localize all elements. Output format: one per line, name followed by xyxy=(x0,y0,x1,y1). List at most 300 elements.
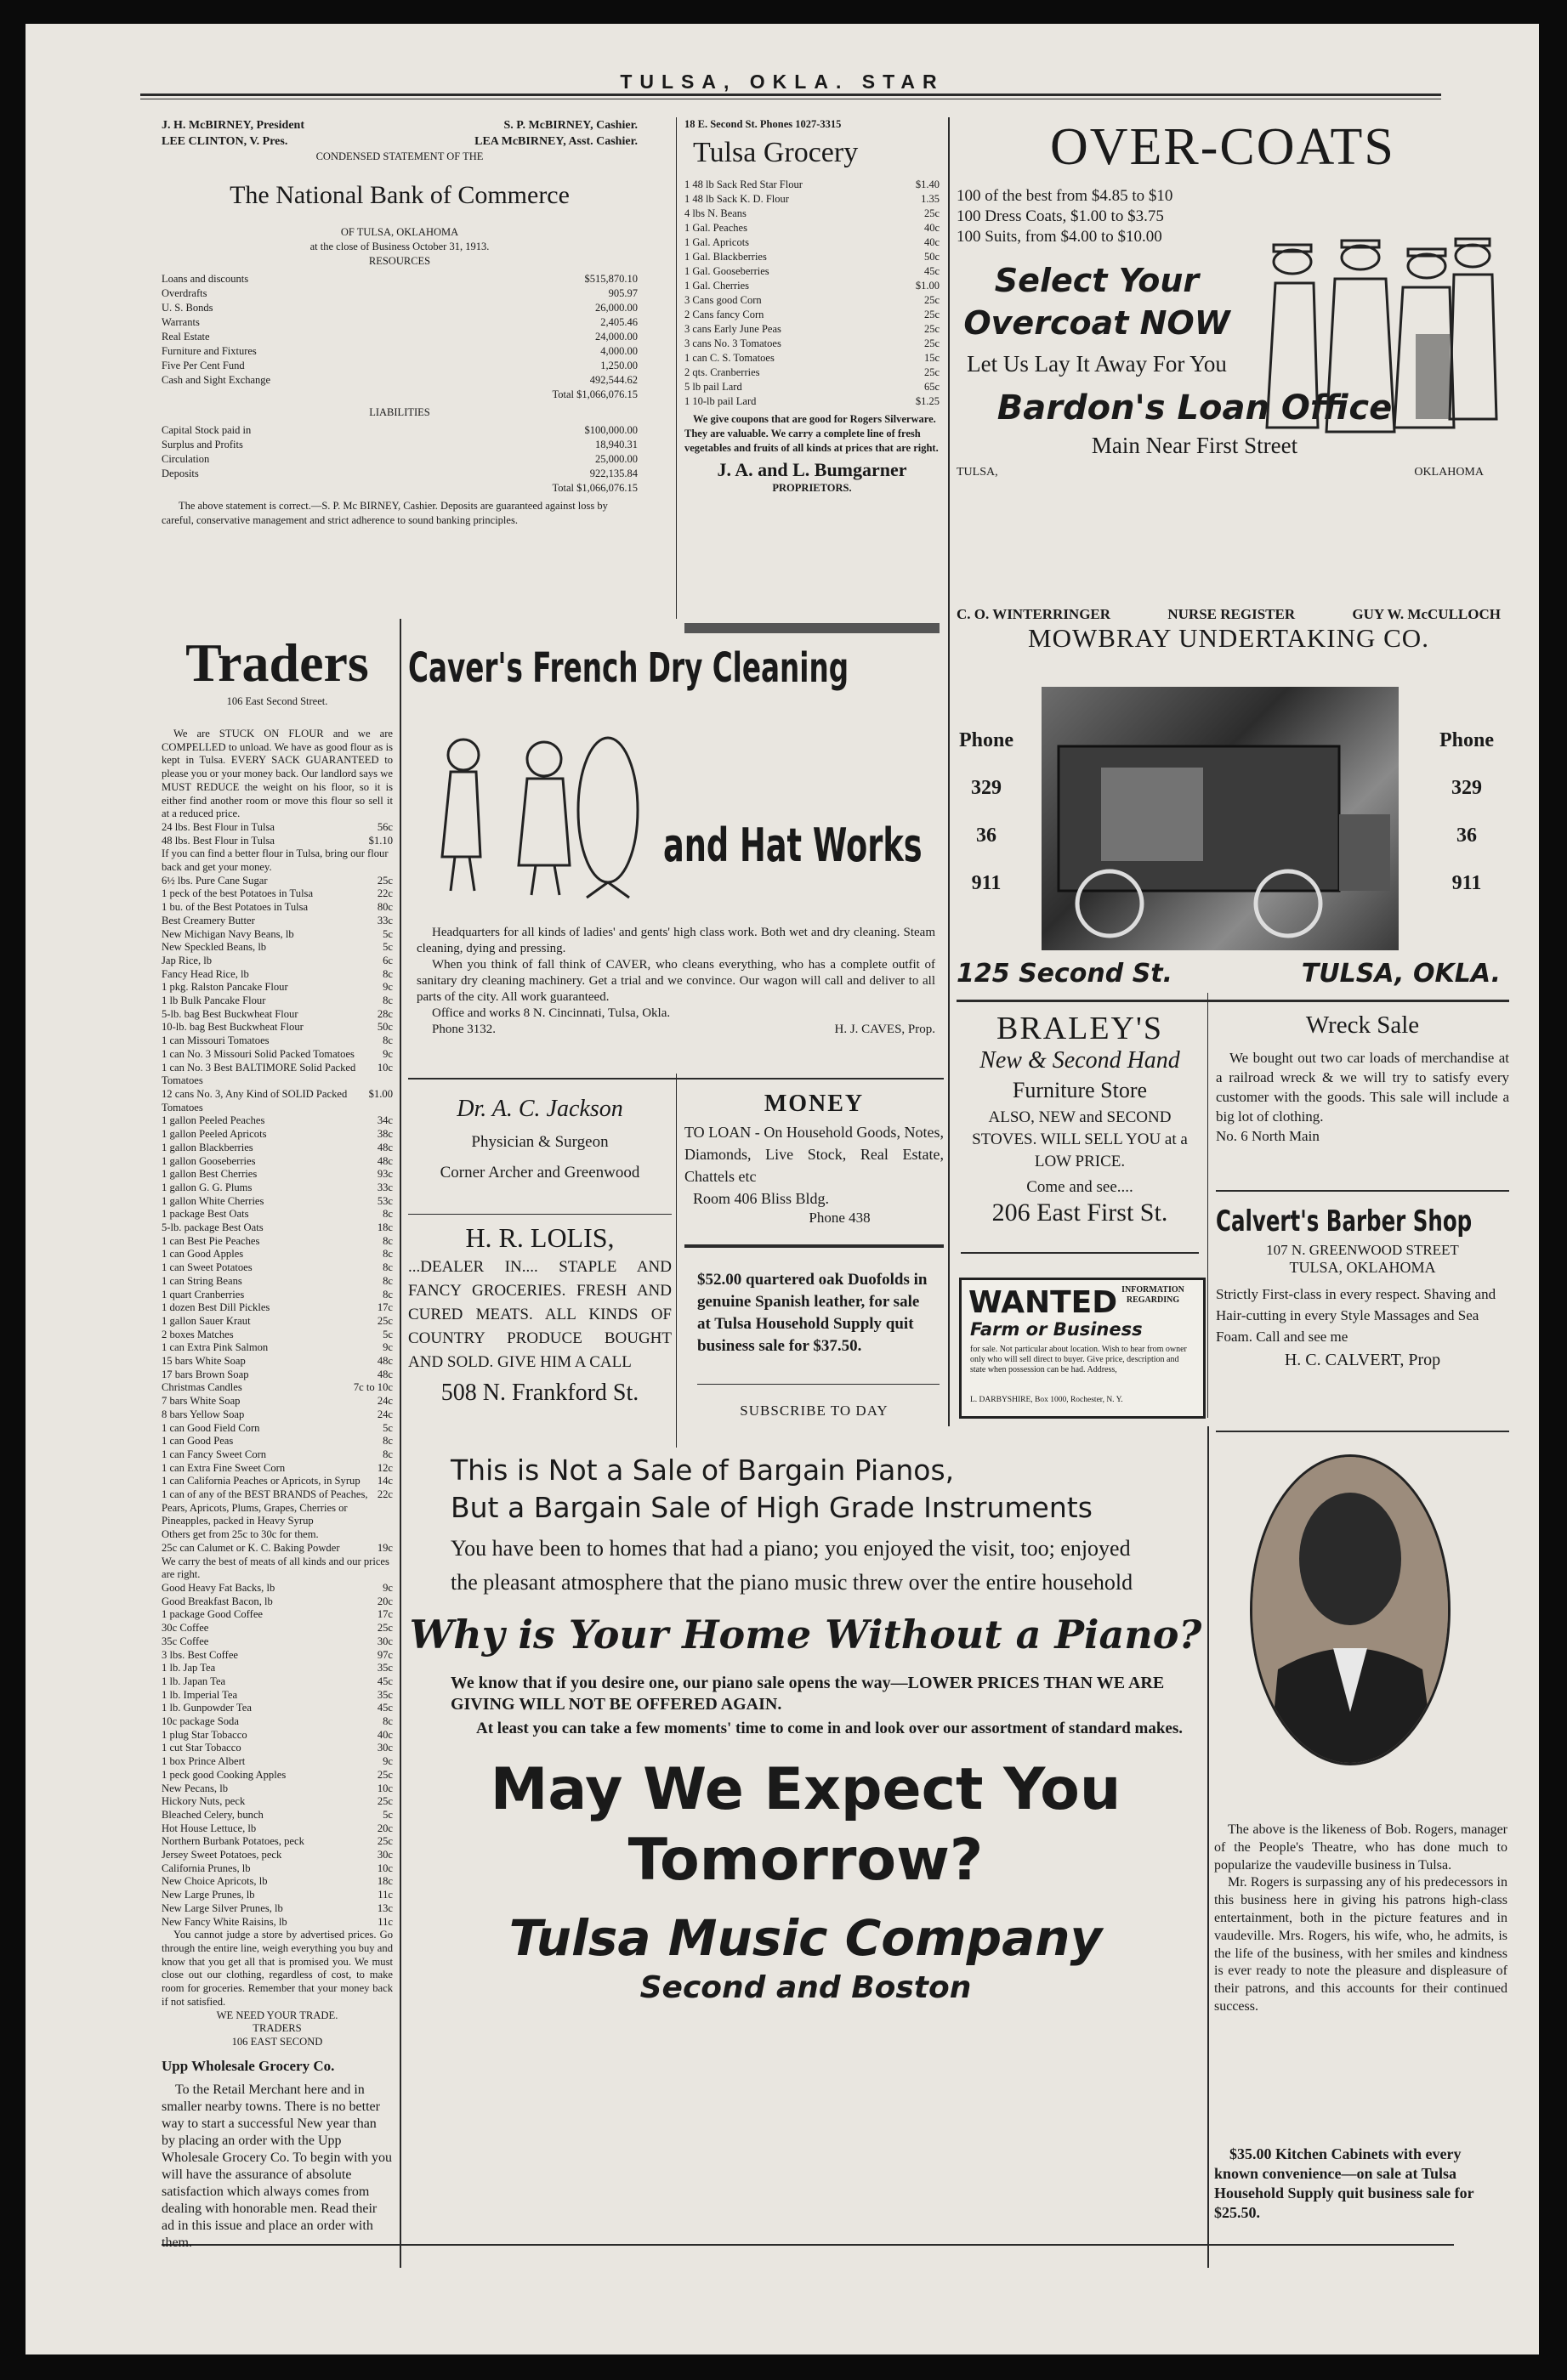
calvert-address: 107 N. GREENWOOD STREET xyxy=(1266,1242,1459,1258)
item-price: 922,135.84 xyxy=(589,468,638,479)
item-name: 1 can Missouri Tomatoes xyxy=(162,1034,270,1047)
item-name: 5 lb pail Lard xyxy=(684,381,742,393)
grocery-price-list xyxy=(684,178,940,409)
item-name: 1 can C. S. Tomatoes xyxy=(684,352,775,364)
bank-footer: The above statement is correct.—S. P. Mc BIRNEY, Cashier. Deposits are guaranteed against loss by careful, conservative management and strict adherence to sound banking principles. xyxy=(162,500,608,526)
price-row xyxy=(162,1114,393,1128)
price-row xyxy=(162,1902,393,1916)
liabilities-list xyxy=(162,423,638,481)
item-name: Cash and Sight Exchange xyxy=(162,374,271,386)
mowbray-phones-right xyxy=(1433,717,1501,907)
overcoats-city: TULSA, xyxy=(957,466,998,479)
price-row xyxy=(162,915,393,928)
oak-text: $52.00 quartered oak Duofolds in genuine Spanish leather, for sale at Tulsa Household Supply quit business sale for $37.50. xyxy=(697,1271,928,1355)
item-price: 19c xyxy=(377,1541,393,1554)
item-name: Jersey Sweet Potatoes, peck xyxy=(162,1849,282,1862)
item-name: 1 quart Cranberries xyxy=(162,1288,245,1300)
braley-sub-2: Furniture Store xyxy=(1012,1078,1148,1102)
item-name: 1 48 lb Sack Red Star Flour xyxy=(684,178,803,190)
hearse-photo xyxy=(1042,687,1399,950)
liabilities-label: LIABILITIES xyxy=(369,406,430,418)
item-price: 25c xyxy=(377,1835,393,1848)
money-text: TO LOAN - On Household Goods, Notes, Diamonds, Live Stock, Real Estate, Chattels etc xyxy=(684,1124,944,1185)
item-price: 1.35 xyxy=(921,193,940,205)
item-price: 9c xyxy=(383,1582,393,1594)
item-name: 1 48 lb Sack K. D. Flour xyxy=(684,193,789,205)
price-row xyxy=(162,1221,393,1235)
item-price: 25c xyxy=(923,366,940,378)
mowbray-nurse: NURSE REGISTER xyxy=(1167,606,1296,622)
item-name: Jap Rice, lb xyxy=(162,954,213,966)
price-row xyxy=(684,337,940,351)
item-price: 25c xyxy=(923,207,940,219)
item-name: 1 gallon Sauer Kraut xyxy=(162,1314,251,1327)
item-price: 38c xyxy=(377,1128,393,1141)
item-price: 8c xyxy=(383,1274,393,1287)
item-name: 1 can California Peaches or Apricots, in Syrup xyxy=(162,1475,361,1488)
jackson-card xyxy=(408,1091,672,1227)
price-row xyxy=(162,1155,393,1169)
braley-text: ALSO, NEW and SECOND STOVES. WILL SELL YOU at a LOW PRICE. xyxy=(972,1108,1188,1170)
item-price: 25c xyxy=(923,337,940,349)
item-price: 9c xyxy=(383,1341,393,1354)
phone-number: 36 xyxy=(1456,824,1477,847)
item-price: 25c xyxy=(377,1768,393,1781)
section-rule xyxy=(961,1252,1199,1254)
item-name: 1 pkg. Ralston Pancake Flour xyxy=(162,981,288,994)
price-row xyxy=(162,1556,393,1582)
bank-name: The National Bank of Commerce xyxy=(230,181,570,209)
price-row xyxy=(684,394,940,409)
bank-statement-label: CONDENSED STATEMENT OF THE xyxy=(315,150,484,162)
item-name: 10-lb. bag Best Buckwheat Flour xyxy=(162,1021,304,1034)
price-row xyxy=(162,1329,393,1342)
item-name: Capital Stock paid in xyxy=(162,424,252,436)
traders-price-list xyxy=(162,821,393,1929)
item-name: 1 box Prince Albert xyxy=(162,1755,246,1768)
jackson-address: Corner Archer and Greenwood xyxy=(440,1164,640,1182)
price-row xyxy=(162,467,638,481)
item-price: 8c xyxy=(383,967,393,980)
lolis-text: ...DEALER IN.... STAPLE AND FANCY GROCERIES. FRESH AND CURED MEATS. ALL KINDS OF COUNTRY PRODUCE BOUGHT AND SOLD. GIVE HIM A CALL xyxy=(408,1258,672,1371)
item-name: 1 lb. Gunpowder Tea xyxy=(162,1702,252,1714)
item-name: U. S. Bonds xyxy=(162,302,213,314)
mowbray-name: MOWBRAY UNDERTAKING CO. xyxy=(1028,623,1429,653)
item-price: 25c xyxy=(923,309,940,320)
item-price: 5c xyxy=(383,1421,393,1434)
item-price: 25,000.00 xyxy=(595,453,638,465)
item-price: 8c xyxy=(383,1248,393,1261)
wreck-title: Wreck Sale xyxy=(1305,1012,1420,1039)
mowbray-person: C. O. WINTERRINGER xyxy=(957,606,1111,622)
column-rule xyxy=(676,117,677,619)
item-name: 48 lbs. Best Flour in Tulsa xyxy=(162,834,275,847)
section-rule xyxy=(697,1384,940,1385)
hearse-illustration xyxy=(1042,687,1399,950)
lolis-ad xyxy=(408,1222,672,1435)
item-price: 40c xyxy=(923,236,940,248)
piano-address: Second and Boston xyxy=(639,1970,972,2005)
price-row xyxy=(162,901,393,915)
cavers-paragraph: Headquarters for all kinds of ladies' and gents' high class work. Both wet and dry cleaning. Steam cleaning, dying and pressing. xyxy=(417,926,935,955)
item-name: We carry the best of meats of all kinds and our prices are right. xyxy=(162,1555,389,1581)
rogers-portrait xyxy=(1250,1454,1451,1765)
overcoat-prices xyxy=(957,186,1229,247)
cavers-phone: Phone 3132. xyxy=(432,1023,496,1036)
price-row xyxy=(162,1582,393,1595)
price-row xyxy=(684,221,940,235)
price-row xyxy=(162,1062,393,1088)
braley-sub: New & Second Hand xyxy=(979,1047,1180,1074)
item-price: 9c xyxy=(383,1047,393,1060)
column-rule xyxy=(676,1074,677,1448)
traders-need: WE NEED YOUR TRADE. xyxy=(216,2009,338,2021)
section-rule xyxy=(1216,1190,1509,1192)
item-name: 1 can Extra Pink Salmon xyxy=(162,1341,269,1354)
item-name: 25c can Calumet or K. C. Baking Powder xyxy=(162,1541,340,1554)
price-row xyxy=(684,279,940,293)
piano-big-2: Tomorrow? xyxy=(627,1827,984,1894)
piano-p2: We know that if you desire one, our piano sale opens the way—LOWER PRICES THAN WE ARE GIVING WILL NOT BE OFFERED AGAIN. xyxy=(451,1674,1165,1714)
resources-total: Total $1,066,076.15 xyxy=(552,388,638,400)
cavers-paragraph: Office and works 8 N. Cincinnati, Tulsa, Okla. xyxy=(432,1006,671,1020)
price-row xyxy=(162,1542,393,1556)
item-name: 5-lb. package Best Oats xyxy=(162,1221,264,1234)
item-price: 20c xyxy=(377,1822,393,1834)
item-name: 1 peck of the best Potatoes in Tulsa xyxy=(162,887,314,900)
bank-officer: LEA McBIRNEY, Asst. Cashier. xyxy=(474,135,638,148)
item-price: 4,000.00 xyxy=(600,345,638,357)
item-price: 30c xyxy=(377,1849,393,1862)
item-price: 80c xyxy=(377,901,393,914)
item-price: 56c xyxy=(377,820,393,833)
upp-text: To the Retail Merchant here and in smaller nearby towns. There is no better way to start a successful New year than by placing an order with the Upp Wholesale Grocery Co. To begin with you will have the assurance of absolute satisfaction which always comes from dealing with honorable men. Read their ad in this issue and place an order with them. xyxy=(162,2082,392,2250)
item-price: 25c xyxy=(923,323,940,335)
price-row xyxy=(162,1034,393,1048)
price-row xyxy=(162,1048,393,1062)
item-price: 5c xyxy=(383,927,393,940)
price-row xyxy=(162,1341,393,1355)
grocery-name: Tulsa Grocery xyxy=(693,137,859,168)
price-row xyxy=(162,1742,393,1755)
item-name: New Fancy White Raisins, lb xyxy=(162,1915,287,1928)
price-row xyxy=(162,1662,393,1675)
item-price: 45c xyxy=(923,265,940,277)
price-row xyxy=(162,887,393,901)
braleys-furniture-ad xyxy=(957,1010,1203,1256)
section-rule xyxy=(408,1078,944,1080)
resources-label: RESOURCES xyxy=(368,255,431,267)
grocery-note: We give coupons that are good for Rogers Silverware. They are valuable. We carry a complete line of fresh vegetables and fruits of all kinds at prices that are right. xyxy=(684,413,939,454)
price-row xyxy=(162,1835,393,1849)
item-price: 40c xyxy=(923,222,940,234)
item-name: New Speckled Beans, lb xyxy=(162,941,267,954)
item-price: $1.40 xyxy=(915,178,940,190)
item-name: 3 cans No. 3 Tomatoes xyxy=(684,337,781,349)
item-price: 30c xyxy=(377,1742,393,1754)
item-name: Others get from 25c to 30c for them. xyxy=(162,1528,319,1541)
piano-sale-ad xyxy=(408,1452,1203,2242)
item-name: New Large Prunes, lb xyxy=(162,1889,255,1901)
item-price: $1.10 xyxy=(368,834,393,847)
price-row xyxy=(162,1528,393,1542)
braley-come: Come and see.... xyxy=(1026,1178,1133,1196)
item-name: 1 lb. Jap Tea xyxy=(162,1662,216,1674)
price-row xyxy=(684,366,940,380)
wanted-title: WANTED xyxy=(968,1285,1118,1320)
masthead: TULSA, OKLA. STAR xyxy=(620,71,945,93)
phone-number: 329 xyxy=(971,777,1002,799)
price-row xyxy=(684,308,940,322)
price-row xyxy=(162,1235,393,1249)
item-name: Christmas Candles xyxy=(162,1381,242,1394)
item-price: 8c xyxy=(383,1288,393,1300)
item-name: 6½ lbs. Pure Cane Sugar xyxy=(162,874,268,887)
item-name: 1 can Good Peas xyxy=(162,1435,234,1448)
upp-title: Upp Wholesale Grocery Co. xyxy=(162,2057,335,2074)
cavers-prop: H. J. CAVES, Prop. xyxy=(834,1023,935,1036)
price-row xyxy=(162,1849,393,1862)
item-name: 35c Coffee xyxy=(162,1635,209,1647)
traders-sign-address: 106 EAST SECOND xyxy=(231,2035,323,2048)
price-row xyxy=(162,423,638,438)
item-name: New Large Silver Prunes, lb xyxy=(162,1901,283,1914)
portrait-illustration xyxy=(1252,1457,1448,1763)
money-loan-ad xyxy=(684,1091,944,1244)
layaway-text: Let Us Lay It Away For You xyxy=(967,351,1227,377)
item-name: 1 dozen Best Dill Pickles xyxy=(162,1301,270,1314)
price-row xyxy=(162,1435,393,1448)
item-name: Good Breakfast Bacon, lb xyxy=(162,1595,273,1607)
item-name: 1 gallon Peeled Peaches xyxy=(162,1114,265,1127)
price-row xyxy=(162,1248,393,1261)
item-price: 14c xyxy=(377,1475,393,1488)
item-name: Northern Burbank Potatoes, peck xyxy=(162,1835,304,1848)
item-name: 1 Gal. Apricots xyxy=(684,236,750,248)
item-name: Overdrafts xyxy=(162,287,207,299)
column-rule xyxy=(1207,1426,1209,2268)
price-row xyxy=(162,1595,393,1609)
section-rule xyxy=(408,1214,672,1215)
price-row xyxy=(162,1168,393,1182)
item-price: 26,000.00 xyxy=(595,302,638,314)
item-price: 8c xyxy=(383,1234,393,1247)
price-row xyxy=(162,994,393,1008)
item-name: 7 bars White Soap xyxy=(162,1395,241,1408)
piano-head-2: But a Bargain Sale of High Grade Instruments xyxy=(451,1491,1093,1524)
price-row xyxy=(162,1088,393,1114)
overcoat-price-line: 100 Suits, from $4.00 to $10.00 xyxy=(957,228,1162,246)
price-row xyxy=(162,1795,393,1809)
subscribe-text: SUBSCRIBE TO DAY xyxy=(740,1402,889,1419)
money-phone: Phone 438 xyxy=(809,1210,871,1226)
section-rule xyxy=(684,1244,944,1248)
price-row xyxy=(162,1488,393,1528)
price-row xyxy=(162,1008,393,1022)
item-price: 18c xyxy=(377,1875,393,1888)
item-price: 25c xyxy=(377,1622,393,1635)
men-in-overcoats-illustration xyxy=(1250,232,1505,462)
newspaper-page xyxy=(26,24,1539,2354)
price-row xyxy=(162,1128,393,1142)
price-row xyxy=(162,1635,393,1649)
item-price: 8c xyxy=(383,994,393,1007)
loan-office-name: Bardon's Loan Office xyxy=(996,388,1393,428)
money-room: Room 406 Bliss Bldg. xyxy=(693,1190,830,1207)
braley-address: 206 East First St. xyxy=(991,1198,1168,1227)
item-name: New Choice Apricots, lb xyxy=(162,1875,268,1888)
item-price: 18,940.31 xyxy=(595,439,638,450)
item-name: Good Heavy Fat Backs, lb xyxy=(162,1582,275,1594)
price-row xyxy=(162,1622,393,1635)
price-row xyxy=(162,1289,393,1302)
item-name: 2 boxes Matches xyxy=(162,1328,234,1340)
item-price: 45c xyxy=(377,1674,393,1687)
item-name: Best Creamery Butter xyxy=(162,914,255,926)
rogers-text-2: Mr. Rogers is surpassing any of his predecessors in this business here in giving his patrons high-class entertainment, both in the picture features and in vaudeville. Mrs. Rogers, his wife, who, he admits, is the life of the business, with her smiles and kindness is ever ready to note the pleasure and displeasure of their patrons, and this accounts for their continued success. xyxy=(1214,1875,1507,2014)
price-row xyxy=(162,315,638,330)
loan-office-street: Main Near First Street xyxy=(1091,433,1298,458)
item-price: 10c xyxy=(377,1782,393,1794)
price-row xyxy=(162,821,393,835)
item-price: 7c to 10c xyxy=(353,1381,393,1394)
item-price: 97c xyxy=(377,1648,393,1661)
price-row xyxy=(162,1675,393,1689)
item-price: 45c xyxy=(377,1702,393,1714)
overcoat-price-line: 100 of the best from $4.85 to $10 xyxy=(957,187,1173,205)
item-name: 3 cans Early June Peas xyxy=(684,323,781,335)
item-price: 33c xyxy=(377,914,393,926)
price-row xyxy=(162,438,638,452)
item-name: 1 lb. Japan Tea xyxy=(162,1674,226,1687)
price-row xyxy=(684,380,940,394)
price-row xyxy=(162,968,393,982)
phone-number: 911 xyxy=(971,872,1002,894)
phone-number: 36 xyxy=(976,824,996,847)
item-name: 1 bu. of the Best Potatoes in Tulsa xyxy=(162,901,309,914)
item-name: 1 Gal. Gooseberries xyxy=(684,265,769,277)
item-price: 33c xyxy=(377,1181,393,1193)
item-price: 9c xyxy=(383,1755,393,1768)
mowbray-undertaking-ad xyxy=(957,606,1509,1001)
cavers-title: Caver's French Dry Cleaning xyxy=(408,644,849,692)
item-price: 28c xyxy=(377,1007,393,1020)
item-name: 1 lb. Imperial Tea xyxy=(162,1688,238,1701)
wreck-address: No. 6 North Main xyxy=(1216,1128,1320,1144)
column-rule xyxy=(1207,993,1208,1418)
price-row xyxy=(162,1182,393,1195)
price-row xyxy=(162,272,638,286)
item-name: 1 peck good Cooking Apples xyxy=(162,1768,287,1781)
rogers-portrait-frame xyxy=(1224,1439,1479,1809)
item-price: 15c xyxy=(923,352,940,364)
item-price: 492,544.62 xyxy=(589,374,638,386)
wanted-text: for sale. Not particular about location. Wish to hear from owner only who will sell direct to buyer. Give price, description and state when possession can be had. Address, xyxy=(970,1345,1187,1374)
price-row xyxy=(162,286,638,301)
price-row xyxy=(162,1142,393,1155)
kitchen-text: $35.00 Kitchen Cabinets with every known convenience—on sale at Tulsa Household Supply quit business sale for $25.50. xyxy=(1214,2145,1474,2221)
price-row xyxy=(162,452,638,467)
calvert-prop: H. C. CALVERT, Prop xyxy=(1284,1351,1441,1369)
item-name: 30c Coffee xyxy=(162,1622,209,1635)
price-row xyxy=(162,359,638,373)
item-price: 5c xyxy=(383,941,393,954)
price-row xyxy=(684,264,940,279)
item-name: 1 gallon White Cherries xyxy=(162,1194,264,1207)
item-name: 1 can Good Apples xyxy=(162,1248,244,1261)
overcoats-ad xyxy=(957,117,1509,593)
price-row xyxy=(162,1381,393,1395)
item-price: 35c xyxy=(377,1688,393,1701)
calvert-barber-ad xyxy=(1216,1201,1509,1426)
price-row xyxy=(162,373,638,388)
price-row xyxy=(162,1916,393,1930)
column-rule xyxy=(400,619,401,2268)
item-name: 2 Cans fancy Corn xyxy=(684,309,764,320)
mowbray-city: TULSA, OKLA. xyxy=(1301,959,1501,989)
item-price: $515,870.10 xyxy=(584,273,638,285)
item-price: 12c xyxy=(377,1461,393,1474)
mowbray-phones-left xyxy=(957,717,1016,907)
wreck-sale-ad xyxy=(1216,1010,1509,1210)
item-price: 93c xyxy=(377,1168,393,1181)
item-name: 1 can No. 3 Missouri Solid Packed Tomatoes xyxy=(162,1047,355,1060)
traders-ad xyxy=(162,632,393,2264)
tulsa-grocery-ad xyxy=(684,117,940,627)
item-price: 1,250.00 xyxy=(600,360,638,371)
item-name: 1 can Best Pie Peaches xyxy=(162,1234,260,1247)
grocery-address: 18 E. Second St. Phones 1027-3315 xyxy=(684,118,842,130)
item-name: 1 lb Bulk Pancake Flour xyxy=(162,994,266,1007)
wanted-classified xyxy=(959,1278,1206,1419)
item-name: 3 lbs. Best Coffee xyxy=(162,1648,239,1661)
item-name: Hot House Lettuce, lb xyxy=(162,1822,257,1834)
select-overcoat: Select Your Overcoat NOW xyxy=(963,262,1230,342)
item-name: 1 10-lb pail Lard xyxy=(684,395,757,407)
item-name: 1 plug Star Tobacco xyxy=(162,1728,247,1741)
item-price: $1.00 xyxy=(915,280,940,292)
item-price: 48c xyxy=(377,1355,393,1368)
item-name: 1 gallon Best Cherries xyxy=(162,1168,258,1181)
price-row xyxy=(162,1355,393,1368)
price-row xyxy=(162,1729,393,1742)
item-name: 1 package Good Coffee xyxy=(162,1608,264,1621)
wreck-text: We bought out two car loads of merchandise at a railroad wreck & we will try to satisfy every customer with the goods. This sale will include a big lot of clothing. xyxy=(1216,1050,1509,1125)
item-name: 5-lb. bag Best Buckwheat Flour xyxy=(162,1007,298,1020)
price-row xyxy=(162,1448,393,1462)
traders-outro: You cannot judge a store by advertised prices. Go through the entire line, weigh everything you buy and know that you get all that is promised you. We must close out our clothing, regardless of cost, to make room for groceries. Remember that your money back if not satisfied. xyxy=(162,1929,393,2008)
item-name: 1 can String Beans xyxy=(162,1274,242,1287)
jackson-title: Physician & Surgeon xyxy=(471,1133,609,1151)
item-price: 9c xyxy=(383,981,393,994)
price-row xyxy=(162,1395,393,1408)
phone-number: 911 xyxy=(1451,872,1482,894)
grocery-proprietors: J. A. and L. Bumgarner xyxy=(717,459,907,480)
item-price: 10c xyxy=(377,1862,393,1874)
price-row xyxy=(162,330,638,344)
wanted-info: INFORMATION REGARDING xyxy=(1121,1285,1184,1305)
item-name: 1 package Best Oats xyxy=(162,1208,249,1221)
wanted-sub: Farm or Business xyxy=(970,1319,1143,1340)
overcoats-state: OKLAHOMA xyxy=(1414,466,1484,479)
item-name: Circulation xyxy=(162,453,210,465)
item-price: 11c xyxy=(378,1889,393,1901)
item-price: 25c xyxy=(377,1314,393,1327)
item-price: 24c xyxy=(377,1408,393,1420)
bank-city: OF TULSA, OKLAHOMA xyxy=(340,226,459,238)
section-rule xyxy=(957,1000,1509,1002)
price-row xyxy=(162,1782,393,1796)
